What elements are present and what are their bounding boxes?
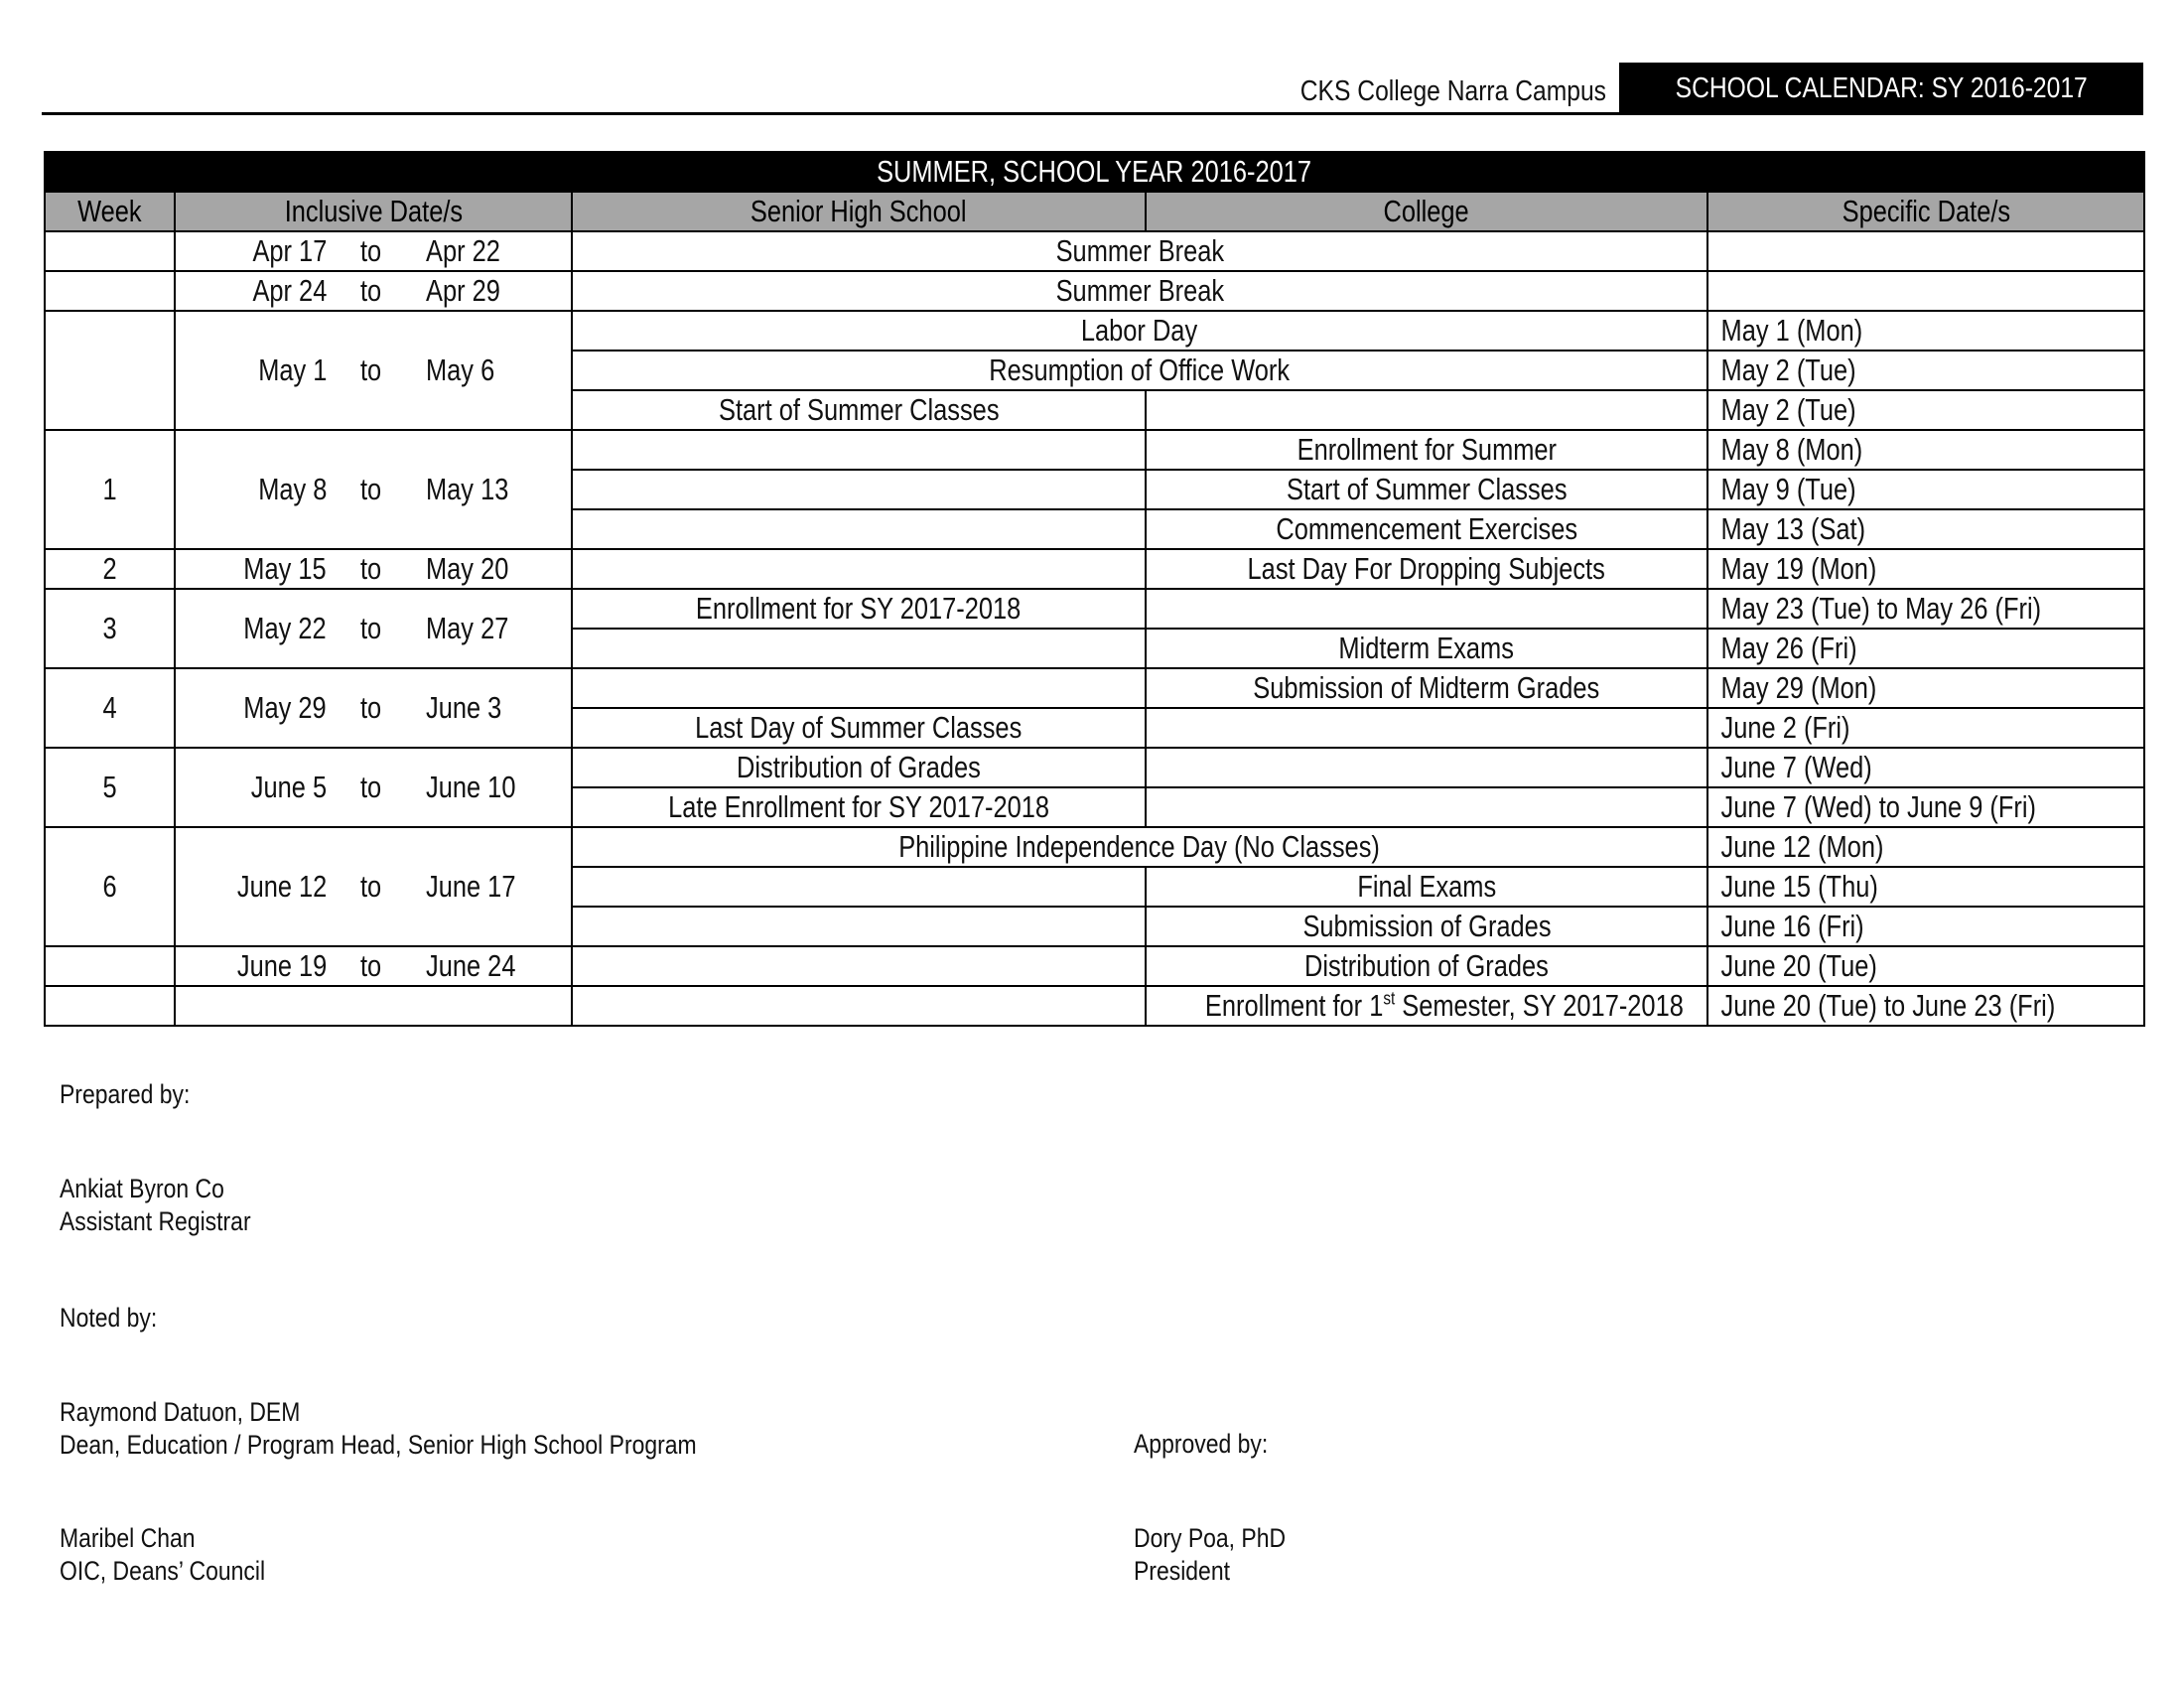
noted-signatory-2 — [60, 1522, 302, 1588]
date-to: June 24 — [426, 948, 516, 983]
calendar-table — [44, 151, 2145, 1027]
event-senior-high — [572, 946, 1146, 986]
specific-date: June 16 (Fri) — [1707, 907, 2144, 946]
date-to: May 20 — [426, 551, 509, 586]
date-from: May 8 — [257, 472, 327, 506]
specific-date: May 1 (Mon) — [1707, 311, 2144, 351]
date-to-word: to — [360, 690, 382, 725]
date-to-word: to — [360, 611, 382, 645]
noted-label: Noted by: — [60, 1303, 158, 1333]
table-row — [45, 231, 2144, 271]
event-senior-high — [572, 549, 1146, 589]
specific-date: May 23 (Tue) to May 26 (Fri) — [1707, 589, 2144, 629]
week-number — [45, 231, 175, 271]
approved-title: President — [1134, 1556, 1230, 1586]
table-row — [45, 946, 2144, 986]
specific-date: May 26 (Fri) — [1707, 629, 2144, 668]
date-to: June 3 — [426, 690, 502, 725]
specific-date: May 13 (Sat) — [1707, 509, 2144, 549]
event-senior-high: Distribution of Grades — [572, 748, 1146, 787]
week-number: 2 — [45, 549, 175, 589]
prepared-signatory — [60, 1173, 285, 1238]
specific-date: June 12 (Mon) — [1707, 827, 2144, 867]
specific-date: June 20 (Tue) — [1707, 946, 2144, 986]
noted1-name: Raymond Datuon, DEM — [60, 1397, 301, 1427]
inclusive-dates — [175, 231, 572, 271]
date-to-word: to — [360, 472, 382, 506]
calendar-body — [45, 231, 2144, 1026]
specific-date: June 2 (Fri) — [1707, 708, 2144, 748]
date-to: May 27 — [426, 611, 509, 645]
event-senior-high — [572, 509, 1146, 549]
approved-name: Dory Poa, PhD — [1134, 1523, 1287, 1553]
date-to: May 6 — [426, 352, 495, 387]
approved-block — [1134, 1428, 1292, 1461]
specific-date: May 8 (Mon) — [1707, 430, 2144, 470]
event-college: Commencement Exercises — [1146, 509, 1707, 549]
event-senior-high: Late Enrollment for SY 2017-2018 — [572, 787, 1146, 827]
event-senior-high: Last Day of Summer Classes — [572, 708, 1146, 748]
table-row — [45, 589, 2144, 629]
date-from: Apr 24 — [252, 273, 327, 308]
campus-name: CKS College Narra Campus — [1299, 75, 1606, 107]
inclusive-dates — [175, 271, 572, 311]
col-specific-dates: Specific Date/s — [1707, 192, 2144, 231]
week-number: 6 — [45, 827, 175, 946]
event-college: Distribution of Grades — [1146, 946, 1707, 986]
inclusive-dates — [175, 589, 572, 668]
approved-label: Approved by: — [1134, 1429, 1269, 1459]
inclusive-dates — [175, 748, 572, 827]
inclusive-dates — [175, 946, 572, 986]
noted2-name: Maribel Chan — [60, 1523, 196, 1553]
event-senior-high — [572, 907, 1146, 946]
inclusive-dates — [175, 986, 572, 1026]
specific-date: June 7 (Wed) to June 9 (Fri) — [1707, 787, 2144, 827]
specific-date: May 2 (Tue) — [1707, 351, 2144, 390]
noted-block — [60, 1302, 175, 1335]
date-to: June 17 — [426, 869, 516, 904]
table-row — [45, 986, 2144, 1026]
week-number — [45, 986, 175, 1026]
date-to-word: to — [360, 770, 382, 804]
event-college — [1146, 787, 1707, 827]
date-to: Apr 29 — [426, 273, 500, 308]
event-college: Midterm Exams — [1146, 629, 1707, 668]
col-senior-high: Senior High School — [572, 192, 1146, 231]
table-title: SUMMER, SCHOOL YEAR 2016-2017 — [45, 152, 2144, 192]
specific-date: June 15 (Thu) — [1707, 867, 2144, 907]
date-to-word: to — [360, 352, 382, 387]
col-week: Week — [45, 192, 175, 231]
event-senior-high — [572, 430, 1146, 470]
event-college: Final Exams — [1146, 867, 1707, 907]
event-college: Enrollment for 1st Semester, SY 2017-2018 — [1146, 986, 1707, 1026]
date-from: May 29 — [243, 690, 327, 725]
inclusive-dates — [175, 827, 572, 946]
week-number: 1 — [45, 430, 175, 549]
noted-signatory-1 — [60, 1396, 809, 1462]
specific-date: June 20 (Tue) to June 23 (Fri) — [1707, 986, 2144, 1026]
event-senior-high: Start of Summer Classes — [572, 390, 1146, 430]
week-number: 5 — [45, 748, 175, 827]
col-inclusive-dates: Inclusive Date/s — [175, 192, 572, 231]
event-both: Resumption of Office Work — [572, 351, 1707, 390]
table-row — [45, 430, 2144, 470]
specific-date — [1707, 231, 2144, 271]
event-college: Submission of Midterm Grades — [1146, 668, 1707, 708]
event-both: Summer Break — [572, 231, 1707, 271]
event-college: Submission of Grades — [1146, 907, 1707, 946]
prepared-title: Assistant Registrar — [60, 1206, 251, 1236]
event-senior-high — [572, 470, 1146, 509]
specific-date — [1707, 271, 2144, 311]
date-to: June 10 — [426, 770, 516, 804]
specific-date: May 9 (Tue) — [1707, 470, 2144, 509]
col-college: College — [1146, 192, 1707, 231]
inclusive-dates — [175, 311, 572, 430]
date-to-word: to — [360, 233, 382, 268]
specific-date: May 29 (Mon) — [1707, 668, 2144, 708]
date-from: June 12 — [236, 869, 327, 904]
date-to-word: to — [360, 273, 382, 308]
specific-date: May 2 (Tue) — [1707, 390, 2144, 430]
event-college — [1146, 708, 1707, 748]
week-number — [45, 946, 175, 986]
calendar-title-box — [1619, 63, 2143, 114]
event-college: Start of Summer Classes — [1146, 470, 1707, 509]
date-from: May 1 — [257, 352, 327, 387]
date-from: May 22 — [243, 611, 327, 645]
table-row — [45, 271, 2144, 311]
event-college — [1146, 589, 1707, 629]
calendar-title: SCHOOL CALENDAR: SY 2016-2017 — [1675, 72, 2088, 104]
date-from: Apr 17 — [252, 233, 327, 268]
prepared-label: Prepared by: — [60, 1079, 191, 1109]
table-row — [45, 668, 2144, 708]
approved-signatory — [1134, 1522, 1312, 1588]
event-senior-high — [572, 867, 1146, 907]
date-from: June 19 — [236, 948, 327, 983]
event-college — [1146, 390, 1707, 430]
inclusive-dates — [175, 430, 572, 549]
header-rule — [42, 112, 2143, 115]
date-from: June 5 — [250, 770, 327, 804]
date-to: May 13 — [426, 472, 509, 506]
table-row — [45, 311, 2144, 351]
event-college: Last Day For Dropping Subjects — [1146, 549, 1707, 589]
event-senior-high — [572, 629, 1146, 668]
week-number — [45, 311, 175, 430]
event-college: Enrollment for Summer — [1146, 430, 1707, 470]
table-row — [45, 549, 2144, 589]
date-to: Apr 22 — [426, 233, 500, 268]
date-to-word: to — [360, 869, 382, 904]
event-both: Summer Break — [572, 271, 1707, 311]
specific-date: May 19 (Mon) — [1707, 549, 2144, 589]
date-to-word: to — [360, 948, 382, 983]
event-both: Philippine Independence Day (No Classes) — [572, 827, 1707, 867]
week-number — [45, 271, 175, 311]
inclusive-dates — [175, 668, 572, 748]
date-to-word: to — [360, 551, 382, 586]
event-both: Labor Day — [572, 311, 1707, 351]
week-number: 4 — [45, 668, 175, 748]
event-college — [1146, 748, 1707, 787]
date-from: May 15 — [243, 551, 327, 586]
event-senior-high — [572, 986, 1146, 1026]
noted1-title: Dean, Education / Program Head, Senior High School Program — [60, 1430, 697, 1460]
table-row — [45, 748, 2144, 787]
inclusive-dates — [175, 549, 572, 589]
noted2-title: OIC, Deans’ Council — [60, 1556, 266, 1586]
prepared-block — [60, 1078, 213, 1111]
week-number: 3 — [45, 589, 175, 668]
prepared-name: Ankiat Byron Co — [60, 1174, 224, 1203]
table-row — [45, 827, 2144, 867]
event-senior-high — [572, 668, 1146, 708]
event-senior-high: Enrollment for SY 2017-2018 — [572, 589, 1146, 629]
specific-date: June 7 (Wed) — [1707, 748, 2144, 787]
